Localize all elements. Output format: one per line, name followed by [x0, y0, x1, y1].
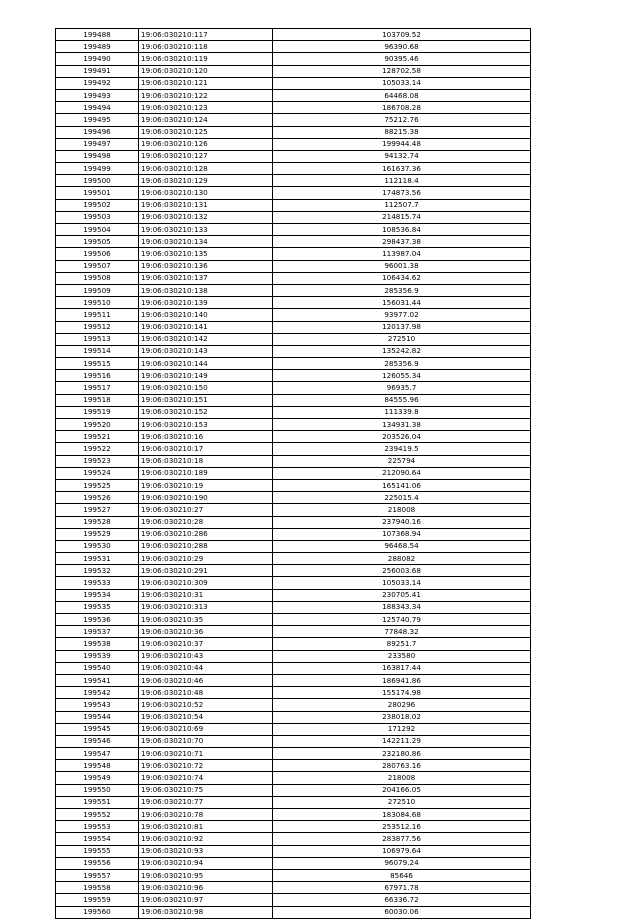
value-cell: 186941.86 [273, 674, 531, 686]
value-cell: 113987.04 [273, 248, 531, 260]
value-cell: 96079.24 [273, 857, 531, 869]
cadastral-number-cell: 19:06:030210:52 [139, 699, 273, 711]
cadastral-number-cell: 19:06:030210:18 [139, 455, 273, 467]
table-row [56, 358, 531, 370]
row-number-cell: 199543 [56, 699, 139, 711]
cadastral-number-cell: 19:06:030210:126 [139, 138, 273, 150]
row-number-cell: 199516 [56, 370, 139, 382]
table-row [56, 455, 531, 467]
row-number-cell: 199536 [56, 614, 139, 626]
value-cell: 298437.38 [273, 236, 531, 248]
table-row [56, 126, 531, 138]
table-row [56, 760, 531, 772]
cadastral-number-cell: 19:06:030210:286 [139, 528, 273, 540]
table-row [56, 333, 531, 345]
row-number-cell: 199544 [56, 711, 139, 723]
row-number-cell: 199504 [56, 224, 139, 236]
cadastral-number-cell: 19:06:030210:288 [139, 540, 273, 552]
value-cell: 238018.02 [273, 711, 531, 723]
value-cell: 75212.76 [273, 114, 531, 126]
table-row [56, 748, 531, 760]
cadastral-number-cell: 19:06:030210:150 [139, 382, 273, 394]
cadastral-number-cell: 19:06:030210:144 [139, 358, 273, 370]
cadastral-number-cell: 19:06:030210:125 [139, 126, 273, 138]
table-row [56, 601, 531, 613]
cadastral-number-cell: 19:06:030210:136 [139, 260, 273, 272]
value-cell: 161637.36 [273, 163, 531, 175]
table-row [56, 309, 531, 321]
row-number-cell: 199535 [56, 601, 139, 613]
value-cell: 165141.06 [273, 479, 531, 491]
value-cell: 237940.16 [273, 516, 531, 528]
table-row [56, 382, 531, 394]
row-number-cell: 199554 [56, 833, 139, 845]
table-row [56, 699, 531, 711]
row-number-cell: 199502 [56, 199, 139, 211]
table-row [56, 224, 531, 236]
row-number-cell: 199556 [56, 857, 139, 869]
value-cell: 214815.74 [273, 211, 531, 223]
cadastral-number-cell: 19:06:030210:138 [139, 284, 273, 296]
table-row [56, 102, 531, 114]
cadastral-number-cell: 19:06:030210:122 [139, 89, 273, 101]
table-row [56, 723, 531, 735]
cadastral-number-cell: 19:06:030210:48 [139, 687, 273, 699]
row-number-cell: 199497 [56, 138, 139, 150]
row-number-cell: 199555 [56, 845, 139, 857]
cadastral-number-cell: 19:06:030210:96 [139, 882, 273, 894]
cadastral-number-cell: 19:06:030210:92 [139, 833, 273, 845]
row-number-cell: 199514 [56, 345, 139, 357]
table-row [56, 114, 531, 126]
value-cell: 285356.9 [273, 358, 531, 370]
value-cell: 96390.68 [273, 41, 531, 53]
row-number-cell: 199534 [56, 589, 139, 601]
value-cell: 280763.16 [273, 760, 531, 772]
table-row [56, 528, 531, 540]
value-cell: 174873.56 [273, 187, 531, 199]
cadastral-number-cell: 19:06:030210:74 [139, 772, 273, 784]
table-row [56, 589, 531, 601]
table-row [56, 687, 531, 699]
value-cell: 212090.64 [273, 467, 531, 479]
value-cell: 64468.08 [273, 89, 531, 101]
row-number-cell: 199519 [56, 406, 139, 418]
row-number-cell: 199495 [56, 114, 139, 126]
cadastral-number-cell: 19:06:030210:17 [139, 443, 273, 455]
value-cell: 106434.62 [273, 272, 531, 284]
table-row [56, 150, 531, 162]
row-number-cell: 199505 [56, 236, 139, 248]
row-number-cell: 199558 [56, 882, 139, 894]
table-row [56, 443, 531, 455]
table-row [56, 65, 531, 77]
value-cell: 77848.32 [273, 626, 531, 638]
cadastral-number-cell: 19:06:030210:313 [139, 601, 273, 613]
value-cell: 283877.56 [273, 833, 531, 845]
row-number-cell: 199513 [56, 333, 139, 345]
cadastral-number-cell: 19:06:030210:189 [139, 467, 273, 479]
row-number-cell: 199532 [56, 565, 139, 577]
row-number-cell: 199533 [56, 577, 139, 589]
cadastral-number-cell: 19:06:030210:143 [139, 345, 273, 357]
value-cell: 253512.16 [273, 821, 531, 833]
table-row [56, 211, 531, 223]
value-cell: 218008 [273, 504, 531, 516]
cadastral-number-cell: 19:06:030210:70 [139, 735, 273, 747]
table-row [56, 772, 531, 784]
value-cell: 204166.05 [273, 784, 531, 796]
table-row [56, 479, 531, 491]
cadastral-number-cell: 19:06:030210:152 [139, 406, 273, 418]
cadastral-number-cell: 19:06:030210:124 [139, 114, 273, 126]
cadastral-number-cell: 19:06:030210:291 [139, 565, 273, 577]
value-cell: 239419.5 [273, 443, 531, 455]
value-cell: 280296 [273, 699, 531, 711]
value-cell: 135242.82 [273, 345, 531, 357]
table-row [56, 492, 531, 504]
value-cell: 230705.41 [273, 589, 531, 601]
table-row [56, 41, 531, 53]
value-cell: 233580 [273, 650, 531, 662]
value-cell: 156031.44 [273, 297, 531, 309]
table-row [56, 370, 531, 382]
row-number-cell: 199509 [56, 284, 139, 296]
row-number-cell: 199501 [56, 187, 139, 199]
row-number-cell: 199525 [56, 479, 139, 491]
table-row [56, 77, 531, 89]
value-cell: 272510 [273, 333, 531, 345]
value-cell: 183084.68 [273, 809, 531, 821]
cadastral-number-cell: 19:06:030210:128 [139, 163, 273, 175]
row-number-cell: 199491 [56, 65, 139, 77]
value-cell: 142211.29 [273, 735, 531, 747]
cadastral-number-cell: 19:06:030210:29 [139, 553, 273, 565]
row-number-cell: 199507 [56, 260, 139, 272]
value-cell: 88215.38 [273, 126, 531, 138]
cadastral-number-cell: 19:06:030210:135 [139, 248, 273, 260]
row-number-cell: 199523 [56, 455, 139, 467]
row-number-cell: 199498 [56, 150, 139, 162]
value-cell: 125740.79 [273, 614, 531, 626]
value-cell: 203526.04 [273, 431, 531, 443]
value-cell: 126055.34 [273, 370, 531, 382]
cadastral-number-cell: 19:06:030210:127 [139, 150, 273, 162]
table-row [56, 431, 531, 443]
table-row [56, 504, 531, 516]
row-number-cell: 199511 [56, 309, 139, 321]
value-cell: 89251.7 [273, 638, 531, 650]
row-number-cell: 199521 [56, 431, 139, 443]
cadastral-number-cell: 19:06:030210:94 [139, 857, 273, 869]
table-row [56, 650, 531, 662]
cadastral-number-cell: 19:06:030210:134 [139, 236, 273, 248]
value-cell: 84555.96 [273, 394, 531, 406]
table-row [56, 272, 531, 284]
cadastral-number-cell: 19:06:030210:117 [139, 29, 273, 41]
row-number-cell: 199552 [56, 809, 139, 821]
cadastral-number-cell: 19:06:030210:130 [139, 187, 273, 199]
table-row [56, 516, 531, 528]
value-cell: 90395.46 [273, 53, 531, 65]
value-cell: 188343.34 [273, 601, 531, 613]
cadastral-number-cell: 19:06:030210:46 [139, 674, 273, 686]
value-cell: 96468.54 [273, 540, 531, 552]
table-row [56, 735, 531, 747]
table-row [56, 187, 531, 199]
table-row [56, 163, 531, 175]
value-cell: 67971.78 [273, 882, 531, 894]
table-row [56, 345, 531, 357]
value-cell: 108536.84 [273, 224, 531, 236]
table-row [56, 406, 531, 418]
row-number-cell: 199541 [56, 674, 139, 686]
value-cell: 186708.28 [273, 102, 531, 114]
value-cell: 66336.72 [273, 894, 531, 906]
table-row [56, 89, 531, 101]
value-cell: 134931.38 [273, 419, 531, 431]
data-table [55, 28, 531, 919]
table-row [56, 138, 531, 150]
table-row [56, 540, 531, 552]
table-row [56, 614, 531, 626]
value-cell: 218008 [273, 772, 531, 784]
table-row [56, 260, 531, 272]
row-number-cell: 199494 [56, 102, 139, 114]
value-cell: 171292 [273, 723, 531, 735]
value-cell: 232180.86 [273, 748, 531, 760]
cadastral-number-cell: 19:06:030210:37 [139, 638, 273, 650]
value-cell: 256003.68 [273, 565, 531, 577]
value-cell: 94132.74 [273, 150, 531, 162]
cadastral-number-cell: 19:06:030210:98 [139, 906, 273, 918]
table-row [56, 297, 531, 309]
cadastral-number-cell: 19:06:030210:75 [139, 784, 273, 796]
table-row [56, 53, 531, 65]
row-number-cell: 199510 [56, 297, 139, 309]
table-row [56, 662, 531, 674]
value-cell: 96935.7 [273, 382, 531, 394]
cadastral-number-cell: 19:06:030210:131 [139, 199, 273, 211]
cadastral-number-cell: 19:06:030210:133 [139, 224, 273, 236]
value-cell: 288082 [273, 553, 531, 565]
table-row [56, 248, 531, 260]
row-number-cell: 199517 [56, 382, 139, 394]
table-row [56, 565, 531, 577]
row-number-cell: 199527 [56, 504, 139, 516]
row-number-cell: 199524 [56, 467, 139, 479]
cadastral-number-cell: 19:06:030210:54 [139, 711, 273, 723]
table-row [56, 809, 531, 821]
row-number-cell: 199531 [56, 553, 139, 565]
row-number-cell: 199518 [56, 394, 139, 406]
cadastral-number-cell: 19:06:030210:69 [139, 723, 273, 735]
row-number-cell: 199496 [56, 126, 139, 138]
table-row [56, 906, 531, 918]
cadastral-number-cell: 19:06:030210:97 [139, 894, 273, 906]
value-cell: 163817.44 [273, 662, 531, 674]
value-cell: 106979.64 [273, 845, 531, 857]
cadastral-number-cell: 19:06:030210:71 [139, 748, 273, 760]
table-row [56, 394, 531, 406]
row-number-cell: 199548 [56, 760, 139, 772]
table-row [56, 711, 531, 723]
row-number-cell: 199492 [56, 77, 139, 89]
value-cell: 120137.98 [273, 321, 531, 333]
table-row [56, 784, 531, 796]
row-number-cell: 199508 [56, 272, 139, 284]
cadastral-number-cell: 19:06:030210:132 [139, 211, 273, 223]
row-number-cell: 199493 [56, 89, 139, 101]
value-cell: 111339.8 [273, 406, 531, 418]
row-number-cell: 199520 [56, 419, 139, 431]
cadastral-number-cell: 19:06:030210:123 [139, 102, 273, 114]
value-cell: 112507.7 [273, 199, 531, 211]
cadastral-number-cell: 19:06:030210:129 [139, 175, 273, 187]
row-number-cell: 199560 [56, 906, 139, 918]
value-cell: 199944.48 [273, 138, 531, 150]
row-number-cell: 199488 [56, 29, 139, 41]
row-number-cell: 199506 [56, 248, 139, 260]
value-cell: 105033.14 [273, 77, 531, 89]
cadastral-number-cell: 19:06:030210:16 [139, 431, 273, 443]
table-row [56, 869, 531, 881]
row-number-cell: 199499 [56, 163, 139, 175]
value-cell: 60030.06 [273, 906, 531, 918]
cadastral-number-cell: 19:06:030210:119 [139, 53, 273, 65]
cadastral-number-cell: 19:06:030210:141 [139, 321, 273, 333]
value-cell: 285356.9 [273, 284, 531, 296]
table-row [56, 577, 531, 589]
row-number-cell: 199489 [56, 41, 139, 53]
cadastral-number-cell: 19:06:030210:19 [139, 479, 273, 491]
cadastral-number-cell: 19:06:030210:31 [139, 589, 273, 601]
cadastral-number-cell: 19:06:030210:44 [139, 662, 273, 674]
value-cell: 112118.4 [273, 175, 531, 187]
row-number-cell: 199522 [56, 443, 139, 455]
value-cell: 128702.58 [273, 65, 531, 77]
table-row [56, 467, 531, 479]
table-row [56, 845, 531, 857]
cadastral-number-cell: 19:06:030210:81 [139, 821, 273, 833]
table-row [56, 894, 531, 906]
cadastral-number-cell: 19:06:030210:140 [139, 309, 273, 321]
row-number-cell: 199529 [56, 528, 139, 540]
cadastral-number-cell: 19:06:030210:36 [139, 626, 273, 638]
value-cell: 93977.02 [273, 309, 531, 321]
cadastral-number-cell: 19:06:030210:78 [139, 809, 273, 821]
table-row [56, 236, 531, 248]
value-cell: 225015.4 [273, 492, 531, 504]
row-number-cell: 199537 [56, 626, 139, 638]
table-row [56, 821, 531, 833]
row-number-cell: 199515 [56, 358, 139, 370]
value-cell: 103709.52 [273, 29, 531, 41]
row-number-cell: 199538 [56, 638, 139, 650]
table-row [56, 833, 531, 845]
row-number-cell: 199503 [56, 211, 139, 223]
table-row [56, 674, 531, 686]
cadastral-number-cell: 19:06:030210:43 [139, 650, 273, 662]
row-number-cell: 199557 [56, 869, 139, 881]
table-row [56, 796, 531, 808]
cadastral-number-cell: 19:06:030210:95 [139, 869, 273, 881]
value-cell: 155174.98 [273, 687, 531, 699]
row-number-cell: 199512 [56, 321, 139, 333]
table-row [56, 857, 531, 869]
row-number-cell: 199542 [56, 687, 139, 699]
table-body [56, 29, 531, 919]
cadastral-number-cell: 19:06:030210:35 [139, 614, 273, 626]
row-number-cell: 199528 [56, 516, 139, 528]
cadastral-number-cell: 19:06:030210:121 [139, 77, 273, 89]
row-number-cell: 199549 [56, 772, 139, 784]
row-number-cell: 199540 [56, 662, 139, 674]
table-row [56, 626, 531, 638]
value-cell: 105033.14 [273, 577, 531, 589]
cadastral-number-cell: 19:06:030210:139 [139, 297, 273, 309]
table-row [56, 882, 531, 894]
row-number-cell: 199550 [56, 784, 139, 796]
table-row [56, 284, 531, 296]
row-number-cell: 199546 [56, 735, 139, 747]
value-cell: 85646 [273, 869, 531, 881]
cadastral-number-cell: 19:06:030210:151 [139, 394, 273, 406]
table-row [56, 175, 531, 187]
cadastral-number-cell: 19:06:030210:120 [139, 65, 273, 77]
table-row [56, 29, 531, 41]
cadastral-number-cell: 19:06:030210:118 [139, 41, 273, 53]
cadastral-number-cell: 19:06:030210:28 [139, 516, 273, 528]
row-number-cell: 199547 [56, 748, 139, 760]
cadastral-number-cell: 19:06:030210:137 [139, 272, 273, 284]
cadastral-number-cell: 19:06:030210:149 [139, 370, 273, 382]
value-cell: 107368.94 [273, 528, 531, 540]
table-row [56, 199, 531, 211]
cadastral-number-cell: 19:06:030210:153 [139, 419, 273, 431]
table-row [56, 553, 531, 565]
value-cell: 272510 [273, 796, 531, 808]
row-number-cell: 199526 [56, 492, 139, 504]
cadastral-number-cell: 19:06:030210:142 [139, 333, 273, 345]
cadastral-number-cell: 19:06:030210:309 [139, 577, 273, 589]
row-number-cell: 199545 [56, 723, 139, 735]
table-row [56, 419, 531, 431]
row-number-cell: 199530 [56, 540, 139, 552]
row-number-cell: 199500 [56, 175, 139, 187]
cadastral-number-cell: 19:06:030210:72 [139, 760, 273, 772]
row-number-cell: 199559 [56, 894, 139, 906]
value-cell: 225794 [273, 455, 531, 467]
row-number-cell: 199553 [56, 821, 139, 833]
row-number-cell: 199539 [56, 650, 139, 662]
cadastral-number-cell: 19:06:030210:93 [139, 845, 273, 857]
cadastral-number-cell: 19:06:030210:27 [139, 504, 273, 516]
row-number-cell: 199490 [56, 53, 139, 65]
row-number-cell: 199551 [56, 796, 139, 808]
value-cell: 96001.38 [273, 260, 531, 272]
cadastral-number-cell: 19:06:030210:190 [139, 492, 273, 504]
table-row [56, 638, 531, 650]
table-row [56, 321, 531, 333]
cadastral-number-cell: 19:06:030210:77 [139, 796, 273, 808]
